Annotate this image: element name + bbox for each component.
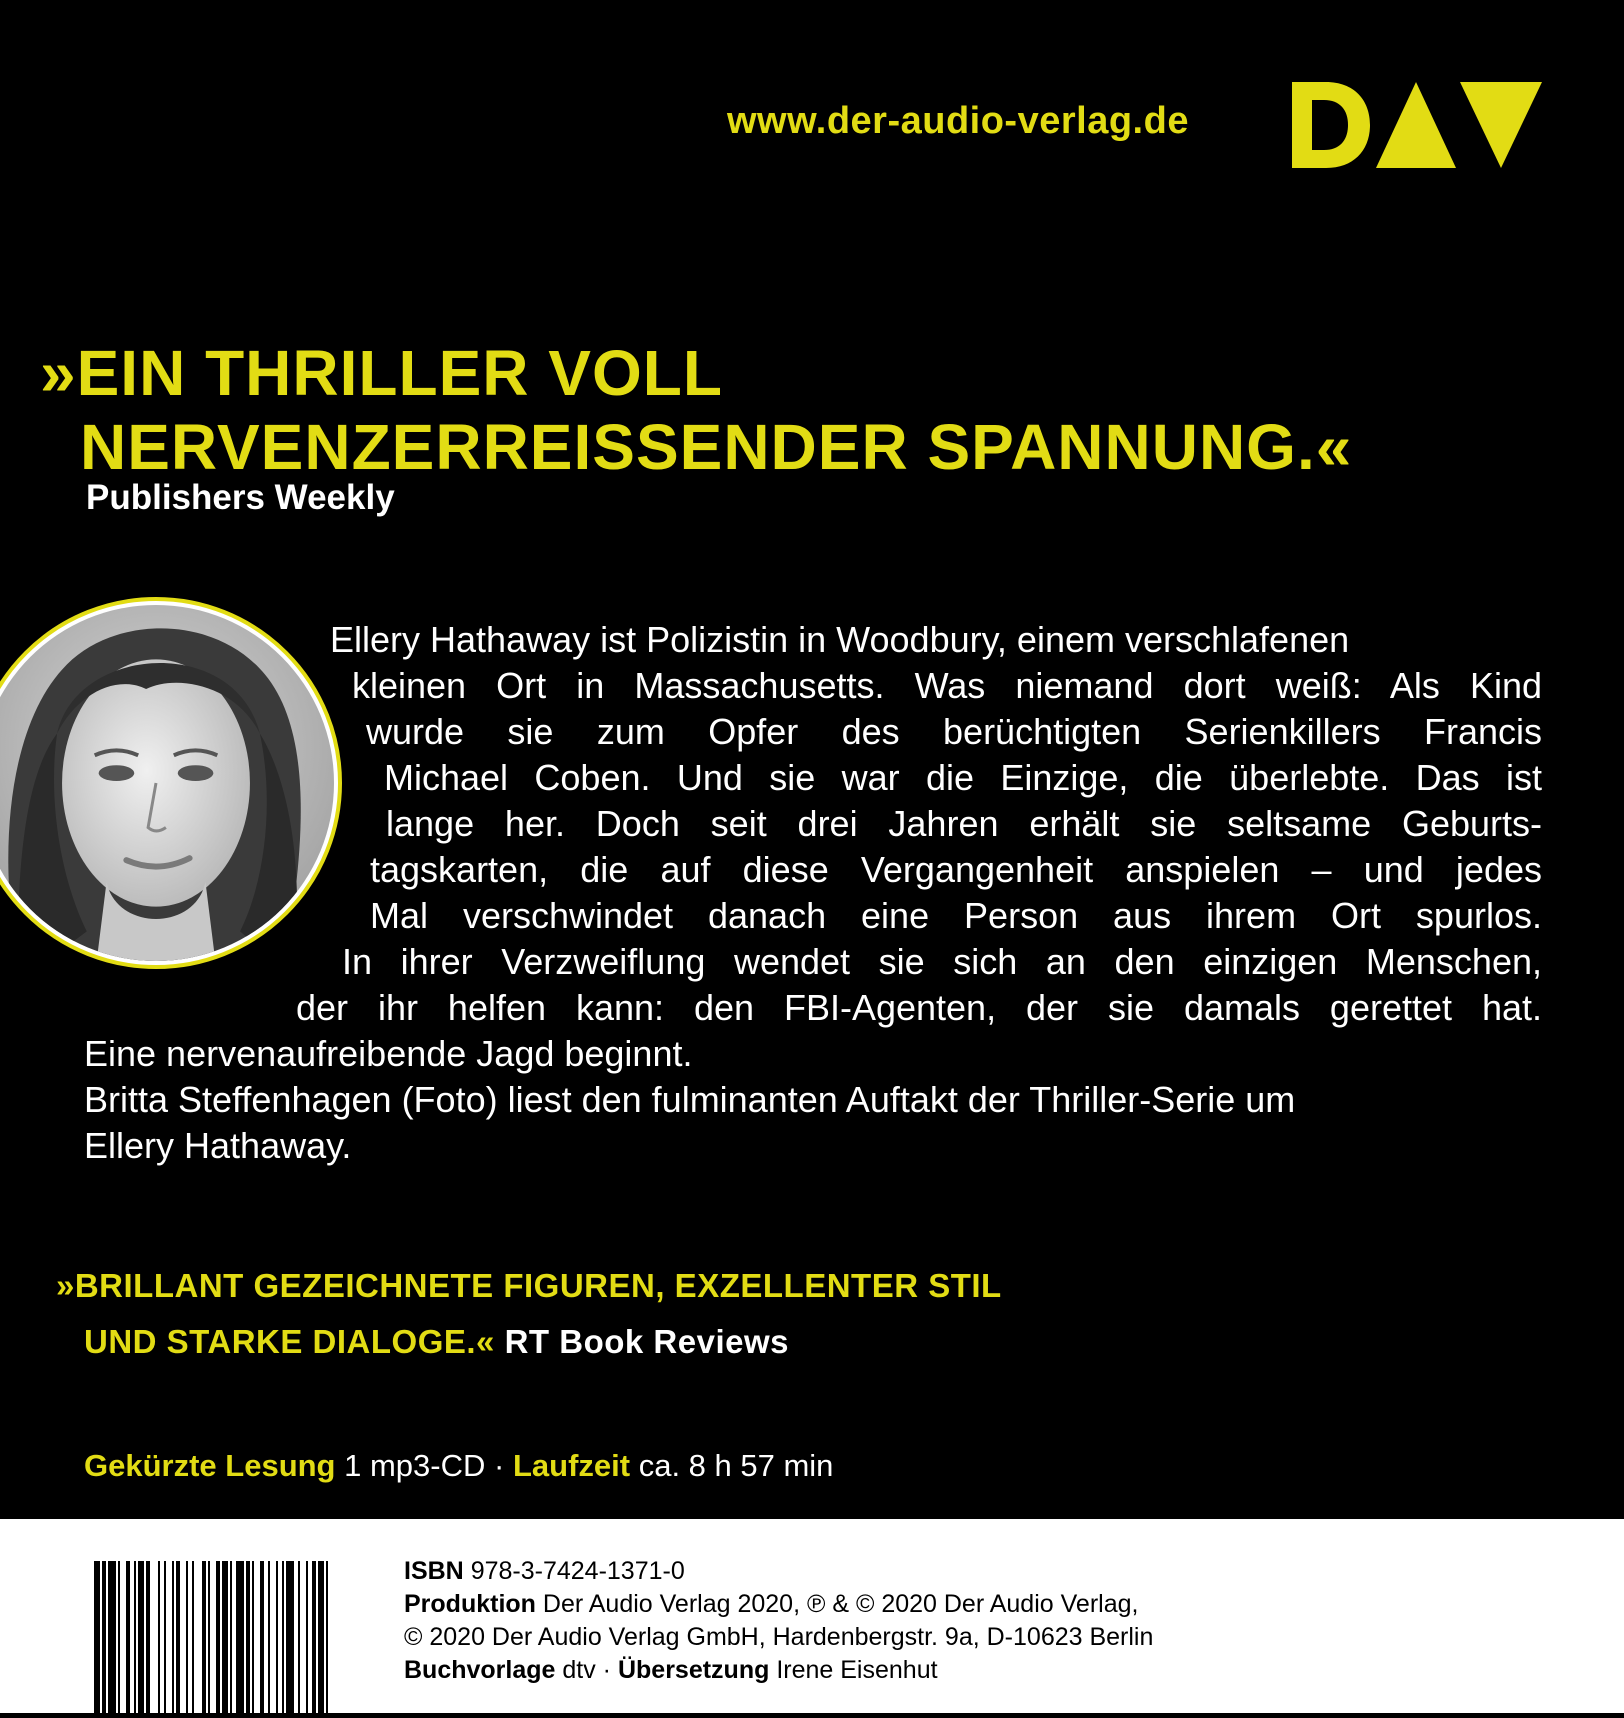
headline-quote-line2: NERVENZERREISSENDER SPANNUNG.« xyxy=(80,411,1353,483)
source-row xyxy=(404,1654,1153,1687)
description-line: In ihrer Verzweiflung wendet sie sich an den einzigen Menschen, xyxy=(342,941,1542,982)
narrator-portrait xyxy=(0,597,342,969)
reading-label: Gekürzte Lesung xyxy=(84,1448,336,1483)
headline-quote-source: Publishers Weekly xyxy=(86,478,395,517)
production-label: Produktion xyxy=(404,1590,536,1618)
review-quote-line1: »BRILLANT GEZEICHNETE FIGUREN, EXZELLENTER STIL xyxy=(56,1267,1002,1304)
copyright-row: © 2020 Der Audio Verlag GmbH, Hardenbergstr. 9a, D-10623 Berlin xyxy=(404,1623,1154,1651)
description-line: der ihr helfen kann: den FBI-Agenten, der sie damals gerettet hat. xyxy=(296,987,1542,1028)
runtime-label: Laufzeit xyxy=(512,1448,631,1483)
isbn-label: ISBN xyxy=(404,1557,464,1585)
description-line: Eine nervenaufreibende Jagd beginnt. xyxy=(84,1033,693,1074)
translation-label: Übersetzung xyxy=(617,1656,770,1684)
production-row xyxy=(404,1588,1153,1621)
headline-quote-line1: »EIN THRILLER VOLL xyxy=(40,337,723,409)
source-value: dtv · xyxy=(562,1656,612,1684)
review-quote xyxy=(56,1258,1002,1370)
description-line: Ellery Hathaway. xyxy=(84,1125,352,1166)
runtime-value: ca. 8 h 57 min xyxy=(638,1448,834,1483)
description-line: Britta Steffenhagen (Foto) liest den fulminanten Auftakt der Thriller-Serie um xyxy=(84,1079,1296,1120)
source-label: Buchvorlage xyxy=(404,1656,556,1684)
description-line: kleinen Ort in Massachusetts. Was niemand dort weiß: Als Kind xyxy=(352,665,1542,706)
review-quote-source: RT Book Reviews xyxy=(504,1323,790,1360)
description-line: Ellery Hathaway ist Polizistin in Woodbury, einem verschlafenen xyxy=(330,619,1350,660)
publisher-url: www.der-audio-verlag.de xyxy=(727,100,1189,142)
description-line: tagskarten, die auf diese Vergangenheit anspielen – und jedes xyxy=(370,849,1542,890)
product-meta xyxy=(84,1448,833,1484)
isbn-row xyxy=(404,1555,1153,1588)
woman-portrait-photo-icon xyxy=(0,605,334,961)
review-quote-line2: UND STARKE DIALOGE.« xyxy=(84,1323,495,1360)
imprint-block xyxy=(404,1555,1153,1687)
barcode-icon xyxy=(92,1561,354,1718)
translation-value: Irene Eisenhut xyxy=(776,1656,938,1684)
headline-quote xyxy=(40,336,1352,484)
description-line: Mal verschwindet danach eine Person aus ihrem Ort spurlos. xyxy=(370,895,1542,936)
description-line: wurde sie zum Opfer des berüchtigten Serienkillers Francis xyxy=(366,711,1542,752)
isbn-value: 978-3-7424-1371-0 xyxy=(470,1557,685,1585)
reading-value: 1 mp3-CD · xyxy=(344,1448,505,1483)
dav-logo xyxy=(1292,82,1542,173)
description-line: Michael Coben. Und sie war die Einzige, die überlebte. Das ist xyxy=(384,757,1542,798)
production-value: Der Audio Verlag 2020, ℗ & © 2020 Der Audio Verlag, xyxy=(542,1590,1139,1618)
description-line: lange her. Doch seit drei Jahren erhält sie seltsame Geburts- xyxy=(386,803,1542,844)
imprint-strip xyxy=(0,1519,1624,1713)
